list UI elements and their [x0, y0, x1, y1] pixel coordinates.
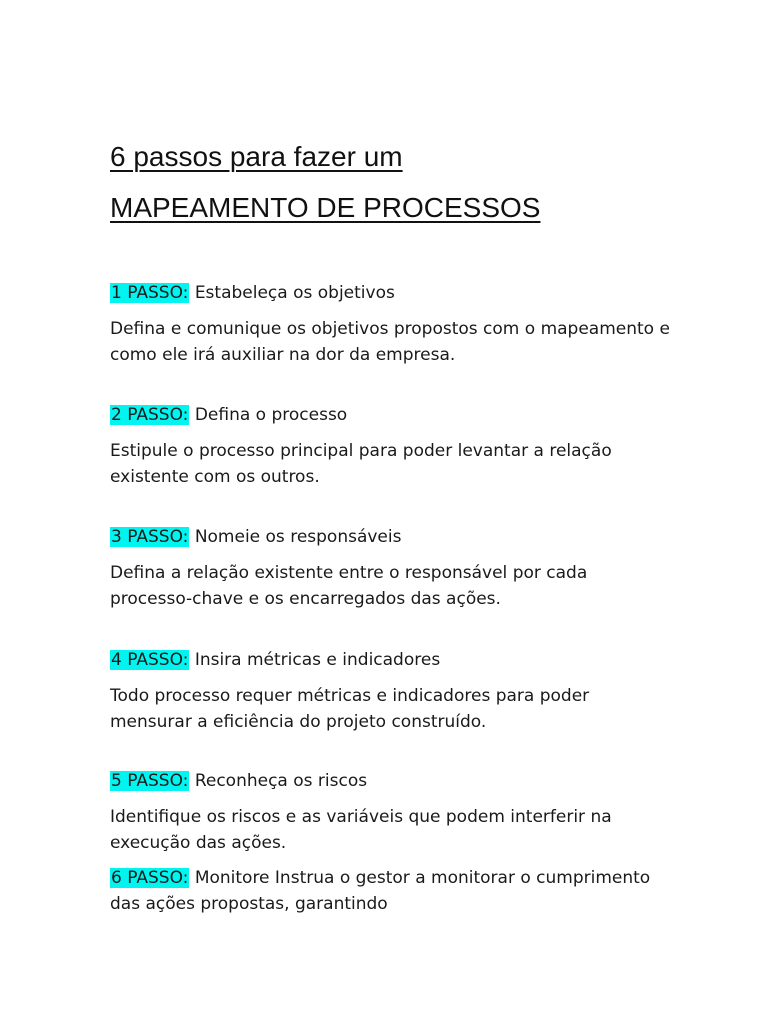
step-5	[110, 770, 670, 856]
step-1-body: Defina e comunique os objetivos propostos com o mapeamento e como ele irá auxiliar na dor da empresa.	[110, 319, 670, 365]
step-2-title: Defina o processo	[194, 405, 348, 425]
document-title-line-2: MAPEAMENTO DE PROCESSOS	[110, 192, 541, 223]
step-3	[110, 526, 670, 612]
step-4-heading	[110, 649, 670, 671]
step-6-heading	[110, 865, 670, 917]
step-6-title: Monitore Instrua o gestor a monitorar o cumprimento das ações propostas, garantindo	[110, 868, 651, 914]
step-4	[110, 649, 670, 735]
step-3-heading	[110, 526, 670, 548]
step-1	[110, 282, 670, 368]
step-3-body: Defina a relação existente entre o responsável por cada processo-chave e os encarregados das ações.	[110, 563, 588, 609]
step-3-label: 3 PASSO:	[111, 527, 189, 547]
step-1-label: 1 PASSO:	[111, 283, 189, 303]
step-3-title: Nomeie os responsáveis	[194, 527, 402, 547]
step-4-label: 4 PASSO:	[111, 650, 189, 670]
step-5-title: Reconheça os riscos	[194, 771, 368, 791]
step-2-body: Estipule o processo principal para poder levantar a relação existente com os outros.	[110, 441, 612, 487]
step-5-heading	[110, 770, 670, 792]
step-5-body: Identifique os riscos e as variáveis que podem interferir na execução das ações.	[110, 807, 612, 853]
step-2-heading	[110, 404, 670, 426]
step-1-title: Estabeleça os objetivos	[194, 283, 395, 303]
step-4-title: Insira métricas e indicadores	[194, 650, 441, 670]
step-2	[110, 404, 670, 490]
document-title-line-1: 6 passos para fazer um	[110, 141, 403, 172]
step-4-body: Todo processo requer métricas e indicadores para poder mensurar a eficiência do projeto construído.	[110, 686, 590, 732]
step-2-label: 2 PASSO:	[111, 405, 189, 425]
step-6-label: 6 PASSO:	[111, 868, 189, 888]
step-5-label: 5 PASSO:	[111, 771, 189, 791]
step-6	[110, 865, 670, 917]
step-1-heading	[110, 282, 670, 304]
